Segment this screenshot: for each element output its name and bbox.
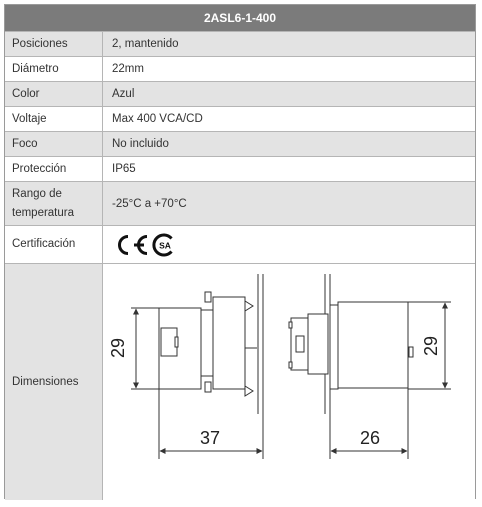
row-label: Posiciones — [5, 32, 103, 56]
table-row — [5, 31, 475, 56]
row-label: Foco — [5, 132, 103, 156]
row-value: IP65 — [112, 163, 136, 175]
table-row — [5, 225, 475, 263]
table-row — [5, 181, 475, 225]
table-row — [5, 156, 475, 181]
row-value: No incluido — [112, 138, 169, 150]
table-title: 2ASL6-1-400 — [5, 5, 475, 31]
rear-depth-label: 26 — [359, 428, 381, 448]
row-label: Rango de temperatura — [5, 182, 103, 225]
table-row — [5, 106, 475, 131]
dimension-drawing — [103, 264, 475, 500]
csa-mark-icon — [152, 233, 176, 257]
table-row — [5, 263, 475, 500]
row-label: Dimensiones — [5, 264, 103, 500]
side-depth-label: 37 — [199, 428, 221, 448]
row-label: Certificación — [5, 226, 103, 263]
svg-text:SA: SA — [159, 240, 171, 250]
row-value: 22mm — [112, 63, 144, 75]
row-label: Diámetro — [5, 57, 103, 81]
row-label: Protección — [5, 157, 103, 181]
certification-marks — [112, 233, 176, 257]
table-row — [5, 131, 475, 156]
side-height-label: 29 — [108, 337, 128, 359]
dimensions-cell — [103, 264, 475, 500]
row-value: -25°C a +70°C — [112, 197, 187, 210]
table-row — [5, 56, 475, 81]
row-value: Max 400 VCA/CD — [112, 113, 203, 125]
row-value: Azul — [112, 88, 135, 100]
row-label: Color — [5, 82, 103, 106]
rear-height-label: 29 — [421, 335, 441, 357]
ce-mark-icon — [112, 233, 150, 257]
row-value — [103, 226, 475, 263]
table-row — [5, 81, 475, 106]
row-label: Voltaje — [5, 107, 103, 131]
row-value: 2, mantenido — [112, 38, 179, 50]
spec-table — [4, 4, 476, 499]
